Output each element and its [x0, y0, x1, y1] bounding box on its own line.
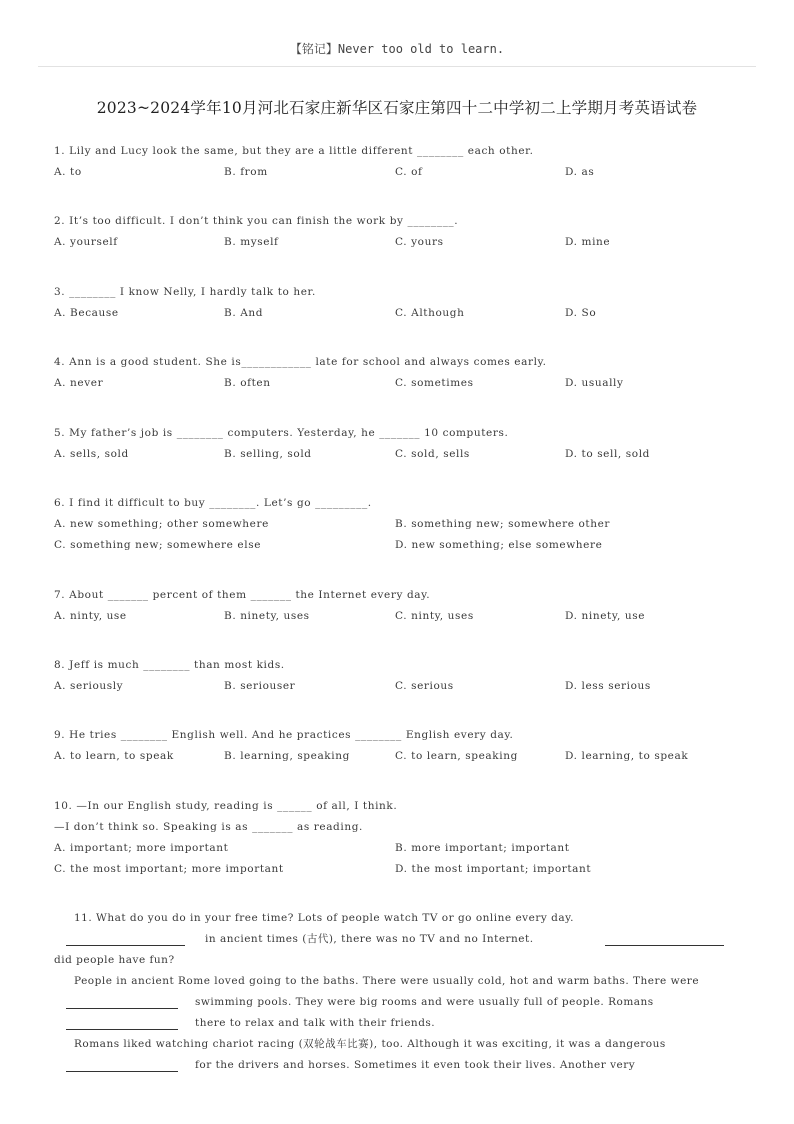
exam-title: 2023~2024学年10月河北石家庄新华区石家庄第四十二中学初二上学期月考英语试卷	[96, 99, 698, 117]
passage-line	[54, 932, 754, 953]
question-stem: 2. It’s too difficult. I don’t think you can finish the work by ________.	[54, 215, 459, 227]
options-row	[54, 538, 754, 559]
passage-text: for the drivers and horses. Sometimes it even took their lives. Another very	[195, 1059, 636, 1071]
options-row	[54, 165, 754, 186]
option-a: A. ninty, use	[54, 610, 127, 622]
option-d: D. to sell, sold	[565, 448, 650, 460]
question-2	[54, 214, 754, 256]
question-7	[54, 588, 754, 630]
option-a: A. sells, sold	[54, 448, 129, 460]
passage-question-11	[54, 911, 754, 1079]
option-a: A. seriously	[54, 680, 124, 692]
options-row	[54, 447, 754, 468]
answer-blank[interactable]	[66, 1016, 178, 1030]
passage-text: People in ancient Rome loved going to the baths. There were usually cold, hot and warm baths. There were	[74, 975, 700, 987]
option-c: C. of	[395, 166, 423, 178]
passage-text: there to relax and talk with their friends.	[195, 1017, 436, 1029]
option-a: A. important; more important	[54, 842, 229, 854]
option-c: C. sold, sells	[395, 448, 470, 460]
passage-line	[54, 1037, 754, 1058]
option-c: C. something new; somewhere else	[54, 539, 262, 551]
passage-intro: 11. What do you do in your free time? Lots of people watch TV or go online every day.	[74, 912, 574, 924]
question-stem: 5. My father’s job is ________ computers. Yesterday, he _______ 10 computers.	[54, 427, 509, 439]
option-b: B. selling, sold	[224, 448, 312, 460]
question-stem: 7. About _______ percent of them _______ the Internet every day.	[54, 589, 431, 601]
option-d: D. usually	[565, 377, 624, 389]
option-a: A. to	[54, 166, 82, 178]
passage-text: did people have fun?	[54, 954, 175, 966]
question-stem: 3. ________ I know Nelly, I hardly talk to her.	[54, 286, 316, 298]
option-d: D. ninety, use	[565, 610, 646, 622]
option-c: C. serious	[395, 680, 454, 692]
option-a: A. new something; other somewhere	[54, 518, 269, 530]
question-stem: 1. Lily and Lucy look the same, but they are a little different ________ each other.	[54, 145, 534, 157]
option-a: A. never	[54, 377, 104, 389]
header-divider	[38, 66, 756, 67]
option-d: D. So	[565, 307, 597, 319]
option-b: B. myself	[224, 236, 279, 248]
option-b: B. something new; somewhere other	[395, 518, 611, 530]
page-header-motto: 【铭记】Never too old to learn.	[289, 42, 505, 56]
passage-line	[54, 995, 754, 1016]
answer-blank[interactable]	[66, 932, 185, 946]
question-9	[54, 728, 754, 770]
question-stem: 9. He tries ________ English well. And he practices ________ English every day.	[54, 729, 514, 741]
answer-blank[interactable]	[605, 932, 724, 946]
passage-line	[54, 1016, 754, 1037]
options-row	[54, 306, 754, 327]
option-d: D. the most important; important	[395, 863, 592, 875]
question-stem-continued: —I don’t think so. Speaking is as _______ as reading.	[54, 821, 363, 833]
question-4	[54, 355, 754, 397]
option-a: A. to learn, to speak	[54, 750, 174, 762]
option-b: B. learning, speaking	[224, 750, 350, 762]
option-c: C. yours	[395, 236, 444, 248]
option-d: D. learning, to speak	[565, 750, 689, 762]
option-d: D. less serious	[565, 680, 651, 692]
option-c: C. to learn, speaking	[395, 750, 518, 762]
option-d: D. as	[565, 166, 595, 178]
option-b: B. often	[224, 377, 271, 389]
option-b: B. And	[224, 307, 264, 319]
passage-line	[54, 974, 754, 995]
options-row	[54, 235, 754, 256]
option-b: B. from	[224, 166, 268, 178]
question-3	[54, 285, 754, 327]
passage-text: Romans liked watching chariot racing (双轮战车比赛), too. Although it was exciting, it was a dangerous	[74, 1038, 666, 1050]
passage-line	[54, 1058, 754, 1079]
option-a: A. Because	[54, 307, 119, 319]
answer-blank[interactable]	[66, 995, 178, 1009]
options-row	[54, 841, 754, 862]
option-d: D. new something; else somewhere	[395, 539, 603, 551]
options-row	[54, 609, 754, 630]
question-stem: 6. I find it difficult to buy ________. Let’s go _________.	[54, 497, 372, 509]
option-b: B. ninety, uses	[224, 610, 310, 622]
options-row	[54, 517, 754, 538]
passage-text: swimming pools. They were big rooms and were usually full of people. Romans	[195, 996, 654, 1008]
question-8	[54, 658, 754, 700]
option-d: D. mine	[565, 236, 611, 248]
options-row	[54, 862, 754, 883]
question-stem: 10. —In our English study, reading is ______ of all, I think.	[54, 800, 398, 812]
option-c: C. the most important; more important	[54, 863, 284, 875]
options-row	[54, 749, 754, 770]
question-stem: 8. Jeff is much ________ than most kids.	[54, 659, 285, 671]
options-row	[54, 679, 754, 700]
question-1	[54, 144, 754, 186]
option-b: B. seriouser	[224, 680, 296, 692]
option-c: C. Although	[395, 307, 465, 319]
answer-blank[interactable]	[66, 1058, 178, 1072]
question-10	[54, 799, 754, 883]
option-b: B. more important; important	[395, 842, 570, 854]
passage-line	[54, 953, 754, 974]
option-c: C. ninty, uses	[395, 610, 474, 622]
question-5	[54, 426, 754, 468]
passage-line	[54, 911, 754, 932]
question-stem: 4. Ann is a good student. She is____________ late for school and always comes early.	[54, 356, 547, 368]
passage-text: in ancient times (古代), there was no TV and no Internet.	[205, 933, 534, 945]
question-6	[54, 496, 754, 559]
option-c: C. sometimes	[395, 377, 474, 389]
options-row	[54, 376, 754, 397]
option-a: A. yourself	[54, 236, 118, 248]
